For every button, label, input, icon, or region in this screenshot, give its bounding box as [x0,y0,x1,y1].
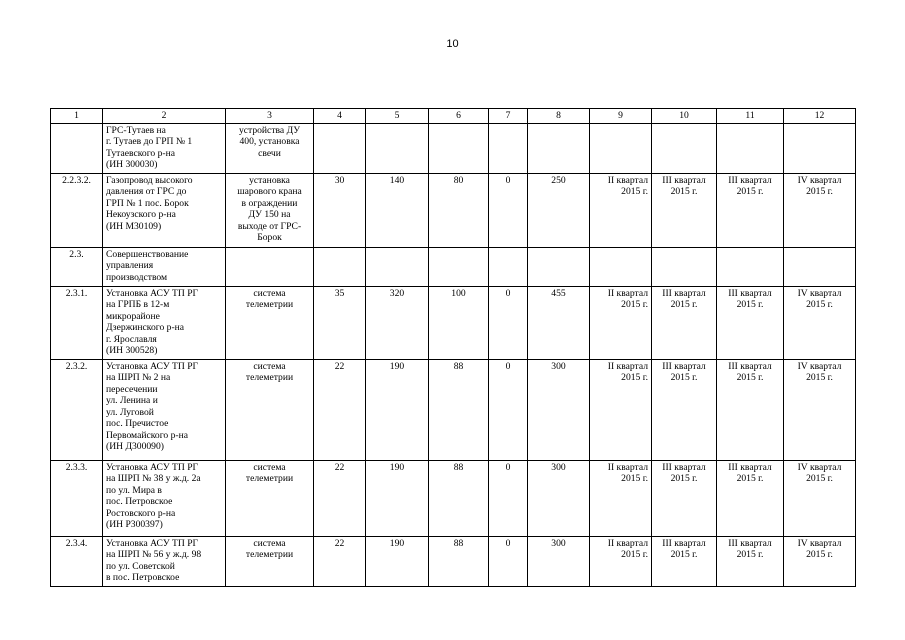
row-value-5 [366,247,429,286]
row-value-6: 88 [429,359,489,460]
header-cell: 5 [366,109,429,124]
investment-table [50,108,856,587]
row-quarter-11: III квартал 2015 г. [717,536,784,586]
row-value-5: 190 [366,359,429,460]
row-quarter-9: II квартал 2015 г. [590,286,652,359]
row-quarter-12: IV квартал 2015 г. [784,536,856,586]
row-quarter-9 [590,123,652,173]
row-id: 2.3.4. [51,536,103,586]
row-quarter-11 [717,123,784,173]
row-quarter-12 [784,123,856,173]
row-quarter-9: II квартал 2015 г. [590,536,652,586]
row-quarter-10: III квартал 2015 г. [652,536,717,586]
row-value-8: 300 [528,359,590,460]
row-value-5: 320 [366,286,429,359]
row-quarter-12: IV квартал 2015 г. [784,359,856,460]
row-value-4: 22 [314,359,366,460]
row-value-8 [528,247,590,286]
row-quarter-9: II квартал 2015 г. [590,173,652,247]
row-quarter-11: III квартал 2015 г. [717,460,784,536]
row-quarter-10 [652,247,717,286]
row-quarter-10 [652,123,717,173]
row-id: 2.2.3.2. [51,173,103,247]
header-cell: 11 [717,109,784,124]
row-value-7: 0 [489,536,528,586]
row-value-6 [429,123,489,173]
row-type: система телеметрии [226,286,314,359]
table-row [51,173,856,247]
row-value-7 [489,123,528,173]
row-quarter-9 [590,247,652,286]
row-type: устройства ДУ 400, установка свечи [226,123,314,173]
table-row [51,286,856,359]
header-cell: 7 [489,109,528,124]
row-value-6: 88 [429,536,489,586]
row-value-7: 0 [489,460,528,536]
row-id: 2.3.2. [51,359,103,460]
row-quarter-10: III квартал 2015 г. [652,460,717,536]
row-quarter-11: III квартал 2015 г. [717,286,784,359]
header-cell: 4 [314,109,366,124]
row-value-4 [314,247,366,286]
row-value-4: 22 [314,460,366,536]
row-value-5: 140 [366,173,429,247]
row-quarter-12: IV квартал 2015 г. [784,286,856,359]
table-row [51,359,856,460]
table-header-row [51,109,856,124]
row-value-5: 190 [366,536,429,586]
row-name: Установка АСУ ТП РГ на ШРП № 2 на пересечении ул. Ленина и ул. Луговой пос. Пречистое Первомайского р-на (ИН Д300090) [103,359,226,460]
row-value-5: 190 [366,460,429,536]
row-value-8 [528,123,590,173]
row-quarter-12: IV квартал 2015 г. [784,173,856,247]
row-value-6 [429,247,489,286]
row-value-8: 455 [528,286,590,359]
table-row [51,123,856,173]
row-name: Установка АСУ ТП РГ на ШРП № 56 у ж.д. 98 по ул. Советской в пос. Петровское [103,536,226,586]
row-value-7: 0 [489,359,528,460]
row-type [226,247,314,286]
row-quarter-12: IV квартал 2015 г. [784,460,856,536]
row-quarter-11: III квартал 2015 г. [717,173,784,247]
row-value-4: 22 [314,536,366,586]
row-type: система телеметрии [226,460,314,536]
row-value-4: 35 [314,286,366,359]
row-value-4 [314,123,366,173]
row-name: Установка АСУ ТП РГ на ШРП № 38 у ж.д. 2а по ул. Мира в пос. Петровское Ростовского р-на (ИН Р300397) [103,460,226,536]
header-cell: 6 [429,109,489,124]
header-cell: 12 [784,109,856,124]
header-cell: 2 [103,109,226,124]
page-number: 10 [446,38,459,50]
row-quarter-9: II квартал 2015 г. [590,460,652,536]
row-value-7: 0 [489,173,528,247]
row-quarter-10: III квартал 2015 г. [652,359,717,460]
row-name: Установка АСУ ТП РГ на ГРПБ в 12-м микрорайоне Дзержинского р-на г. Ярославля (ИН 300528) [103,286,226,359]
row-id [51,123,103,173]
row-id: 2.3. [51,247,103,286]
row-quarter-10: III квартал 2015 г. [652,173,717,247]
header-cell: 8 [528,109,590,124]
row-name: Газопровод высокого давления от ГРС до ГРП № 1 пос. Борок Некоузского р-на (ИН М30109) [103,173,226,247]
row-name: Совершенствование управления производством [103,247,226,286]
row-quarter-11 [717,247,784,286]
row-value-8: 300 [528,460,590,536]
table-row [51,247,856,286]
header-cell: 1 [51,109,103,124]
row-value-8: 300 [528,536,590,586]
header-cell: 10 [652,109,717,124]
header-cell: 9 [590,109,652,124]
row-value-8: 250 [528,173,590,247]
row-value-6: 80 [429,173,489,247]
row-value-6: 88 [429,460,489,536]
row-type: установка шарового крана в ограждении ДУ 150 на выходе от ГРС- Борок [226,173,314,247]
row-value-7 [489,247,528,286]
row-type: система телеметрии [226,359,314,460]
table-row [51,460,856,536]
table-row [51,536,856,586]
row-type: система телеметрии [226,536,314,586]
row-value-5 [366,123,429,173]
row-id: 2.3.1. [51,286,103,359]
row-value-6: 100 [429,286,489,359]
row-quarter-11: III квартал 2015 г. [717,359,784,460]
row-value-7: 0 [489,286,528,359]
header-cell: 3 [226,109,314,124]
row-quarter-9: II квартал 2015 г. [590,359,652,460]
row-quarter-12 [784,247,856,286]
row-quarter-10: III квартал 2015 г. [652,286,717,359]
row-value-4: 30 [314,173,366,247]
row-name: ГРС-Тутаев на г. Тутаев до ГРП № 1 Тутаевского р-на (ИН 300030) [103,123,226,173]
row-id: 2.3.3. [51,460,103,536]
